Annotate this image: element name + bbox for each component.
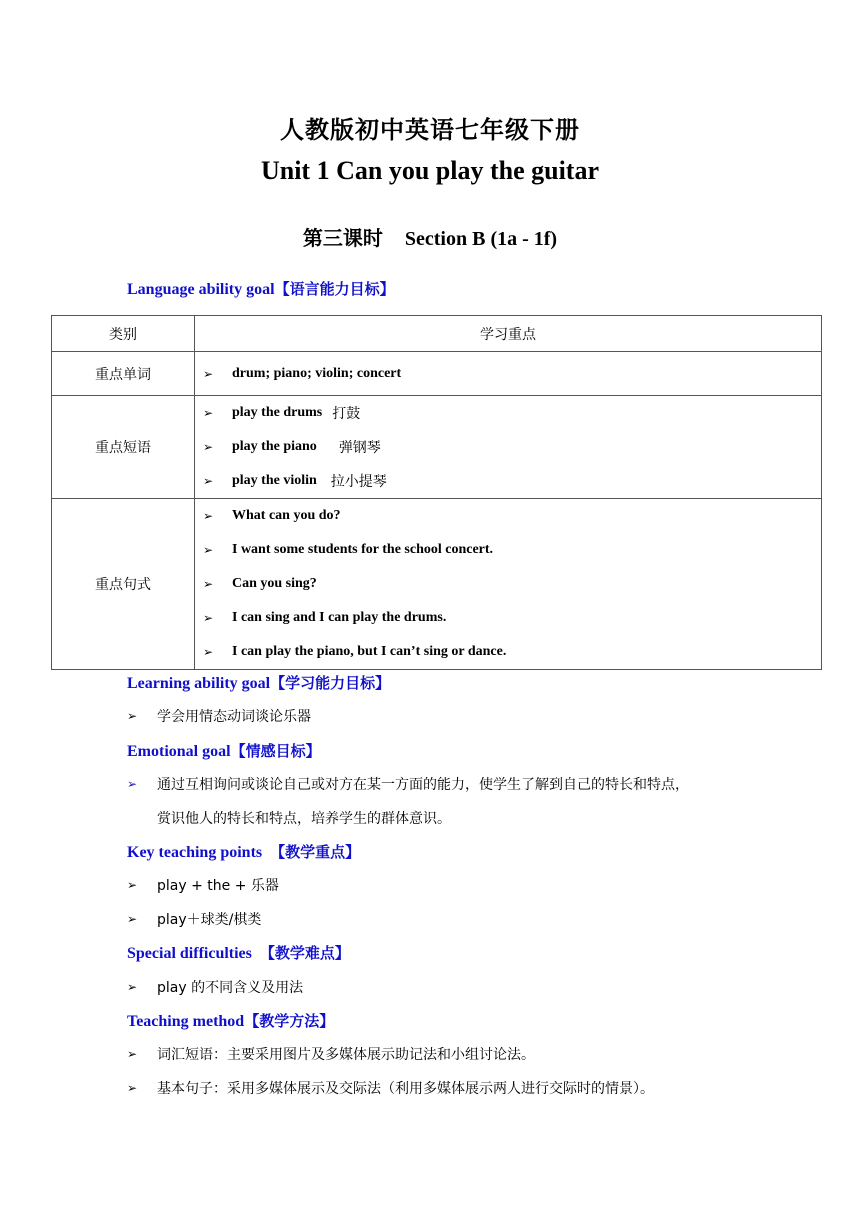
list-item (203, 396, 821, 430)
list-item (127, 875, 279, 895)
table-category: 重点单词 (52, 352, 195, 396)
method-en: Teaching method (127, 1013, 245, 1030)
bullet-arrow-icon: ➢ (127, 709, 138, 723)
bullet-arrow-icon: ➢ (203, 474, 214, 488)
table-header-category: 类别 (52, 316, 195, 352)
method-cn: 【教学方法】 (244, 1012, 335, 1030)
bullet-arrow-icon: ➢ (127, 777, 138, 791)
page-title-en: Unit 1 Can you play the guitar (260, 156, 600, 185)
bullet-arrow-icon: ➢ (203, 509, 214, 523)
table-category: 重点句式 (52, 499, 195, 670)
list-item (127, 1044, 535, 1064)
item-text: 词汇短语：主要采用图片及多媒体展示助记法和小组讨论法。 (157, 1047, 535, 1063)
table-row (52, 499, 822, 670)
list-item (127, 706, 311, 726)
difficulties-cn: 【教学难点】 (259, 944, 350, 962)
item-text: play + the + 乐器 (157, 878, 279, 894)
item-en: I can sing and I can play the drums. (232, 610, 447, 625)
list-item (203, 601, 821, 635)
table-category: 重点短语 (52, 396, 195, 499)
list-item (203, 533, 821, 567)
item-text: 学会用情态动词谈论乐器 (157, 709, 311, 725)
difficulties-en: Special difficulties (127, 945, 252, 962)
language-goal-en: Language ability goal (127, 281, 275, 298)
subtitle-en: Section B (1a - 1f) (404, 228, 558, 250)
bullet-arrow-icon: ➢ (203, 366, 214, 381)
key-points-cn: 【教学重点】 (270, 843, 361, 861)
bullet-arrow-icon: ➢ (203, 645, 214, 659)
emotional-goal-heading (127, 740, 321, 761)
table-row (52, 396, 822, 499)
item-en: play the piano (232, 439, 317, 454)
key-points-heading (127, 841, 360, 862)
item-text: play 的不同含义及用法 (157, 980, 304, 996)
item-en: play the violin (232, 473, 317, 488)
item-continuation: 赏识他人的特长和特点，培养学生的群体意识。 (157, 811, 451, 827)
item-en: I want some students for the school concert. (232, 542, 494, 557)
bullet-arrow-icon: ➢ (203, 577, 214, 591)
bullet-arrow-icon: ➢ (203, 611, 214, 625)
item-cn: 拉小提琴 (330, 474, 387, 490)
item-cn: 打鼓 (332, 406, 361, 422)
learning-goal-en: Learning ability goal (127, 675, 271, 692)
language-goal-heading (127, 278, 395, 299)
list-item (203, 430, 821, 464)
bullet-arrow-icon: ➢ (127, 980, 138, 994)
item-en: drum; piano; violin; concert (232, 365, 402, 381)
item-en: I can play the piano, but I can’t sing or dance. (232, 644, 507, 659)
list-item (127, 774, 689, 794)
method-heading (127, 1010, 334, 1031)
item-cn: 弹钢琴 (338, 440, 381, 456)
table-items (195, 499, 822, 670)
table-items (195, 352, 822, 396)
emotional-goal-cn: 【情感目标】 (230, 742, 321, 760)
bullet-arrow-icon: ➢ (203, 440, 214, 454)
key-points-en: Key teaching points (127, 844, 263, 861)
list-item (127, 1078, 654, 1098)
table-header-row (52, 316, 822, 352)
page-title-cn: 人教版初中英语七年级下册 (280, 116, 580, 144)
bullet-arrow-icon: ➢ (127, 1047, 138, 1061)
emotional-goal-en: Emotional goal (127, 743, 231, 760)
bullet-arrow-icon: ➢ (203, 406, 214, 420)
learning-goal-cn: 【学习能力目标】 (270, 674, 391, 692)
item-en: play the drums (232, 405, 323, 420)
item-text: play＋球类/棋类 (157, 912, 262, 928)
list-item (203, 464, 821, 498)
learning-focus-table (51, 315, 822, 670)
lesson-subtitle (0, 222, 860, 251)
bullet-arrow-icon: ➢ (127, 878, 138, 892)
list-item (127, 977, 303, 997)
table-items (195, 396, 822, 499)
subtitle-cn: 第三课时 (302, 226, 383, 250)
list-item (203, 635, 821, 669)
list-item (203, 499, 821, 533)
language-goal-cn: 【语言能力目标】 (274, 280, 395, 298)
list-item (203, 567, 821, 601)
bullet-arrow-icon: ➢ (127, 1081, 138, 1095)
bullet-arrow-icon: ➢ (203, 543, 214, 557)
bullet-arrow-icon: ➢ (127, 912, 138, 926)
table-row (52, 352, 822, 396)
table-header-focus: 学习重点 (195, 316, 822, 352)
item-en: Can you sing? (232, 576, 317, 591)
item-text: 通过互相询问或谈论自己或对方在某一方面的能力，使学生了解到自己的特长和特点， (157, 777, 689, 793)
item-text: 基本句子：采用多媒体展示及交际法（利用多媒体展示两人进行交际时的情景）。 (157, 1081, 654, 1097)
difficulties-heading (127, 942, 350, 963)
learning-goal-heading (127, 672, 390, 693)
item-en: What can you do? (232, 508, 341, 523)
list-item (127, 909, 261, 929)
list-item (203, 357, 821, 391)
